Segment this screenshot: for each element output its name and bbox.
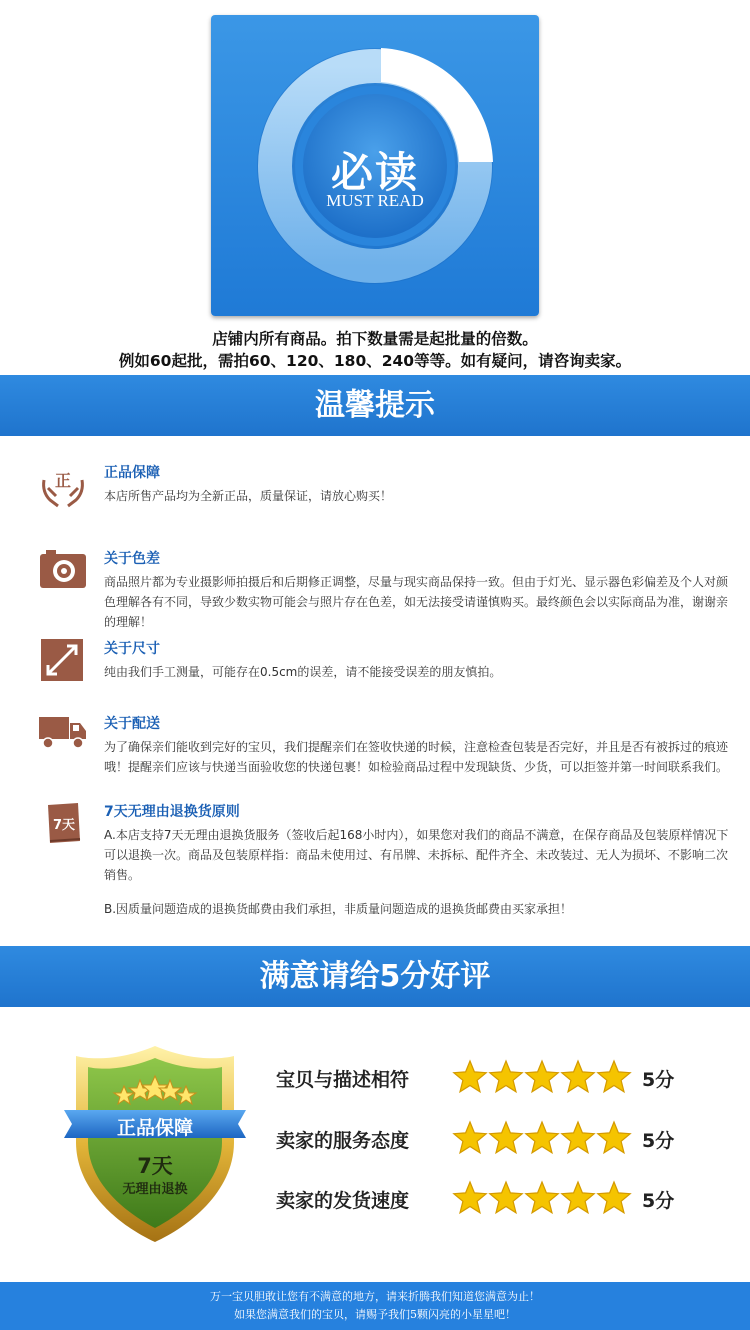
intro-line-1: 店铺内所有商品。拍下数量需是起批量的倍数。: [212, 330, 538, 348]
star-icon: [490, 1061, 522, 1092]
star-icon: [454, 1061, 486, 1092]
star-icon: [598, 1182, 630, 1213]
star-icon: [526, 1122, 558, 1153]
rating-score: 5分: [642, 1069, 675, 1091]
rating-score: 5分: [642, 1130, 675, 1152]
notice-delivery: [38, 713, 738, 798]
star-icon: [490, 1122, 522, 1153]
shield-badge-graphic: [62, 1042, 248, 1246]
notice-authentic: [38, 462, 738, 522]
must-read-title: 必读: [330, 148, 419, 197]
rating-row-service: [276, 1120, 706, 1160]
footer-line-2: 如果您满意我们的宝贝，请赐予我们5颗闪亮的小星星吧！: [234, 1308, 516, 1321]
rating-stars: [452, 1059, 632, 1095]
camera-icon: [38, 548, 88, 594]
rating-stars: [452, 1180, 632, 1216]
notice-return-policy: [38, 801, 738, 921]
star-icon: [454, 1122, 486, 1153]
badge-caption-text: 无理由退换: [122, 1182, 188, 1197]
calendar-icon: [38, 801, 88, 847]
rating-label: 卖家的服务态度: [276, 1130, 410, 1152]
must-read-subtitle: MUST READ: [326, 191, 424, 210]
calendar-icon-label: 7天: [52, 818, 76, 833]
rating-label: 宝贝与描述相符: [276, 1069, 410, 1091]
star-icon: [526, 1061, 558, 1092]
rating-label: 卖家的发货速度: [276, 1190, 410, 1212]
star-icon: [598, 1122, 630, 1153]
intro-line-2: 例如60起批，需拍60、120、180、240等等。如有疑问，请咨询卖家。: [118, 352, 632, 370]
rating-row-shipping: [276, 1180, 706, 1220]
hands-icon: [38, 462, 88, 508]
star-icon: [598, 1061, 630, 1092]
star-icon: [562, 1122, 594, 1153]
notice-title: 7天无理由退换货原则: [104, 804, 240, 820]
tips-section-title: 温馨提示: [315, 388, 435, 423]
notice-body: 本店所售产品均为全新正品，质量保证，请放心购买！: [104, 489, 393, 503]
notice-body-extra: B.因质量问题造成的退换货邮费由我们承担，非质量问题造成的退换货邮费由买家承担！: [104, 902, 573, 916]
rating-stars: [452, 1120, 632, 1156]
notice-body: 商品照片都为专业摄影师拍摄后和后期修正调整，尽量与现实商品保持一致。但由于灯光、显示器色彩偏差及个人对颜色理解各有不同，导致少数实物可能会与照片存在色差，如无法接受请谨慎购买。最终颜色会以实际商品为准，谢谢亲的理解！: [104, 575, 729, 629]
notice-body: A.本店支持7天无理由退换货服务（签收后起168小时内），如果您对我们的商品不满意，在保存商品及包装原样情况下可以退换一次。商品及包装原样指：商品未使用过、有吊牌、未拆标、配件齐全、未改装过、无人为损坏、不影响二次销售。: [104, 828, 729, 882]
rating-row-description: [276, 1059, 706, 1099]
footer-line-1: 万一宝贝胆敢让您有不满意的地方，请来折腾我们知道您满意为止！: [210, 1290, 540, 1303]
rating-score: 5分: [642, 1190, 675, 1212]
notice-title: 关于配送: [104, 716, 160, 732]
authentic-guarantee-badge: [62, 1042, 248, 1246]
star-icon: [562, 1061, 594, 1092]
badge-days-text: 7天: [137, 1154, 173, 1178]
badge-ribbon-text: 正品保障: [116, 1117, 193, 1139]
footer-banner: [0, 1282, 750, 1330]
notice-title: 正品保障: [104, 465, 160, 481]
must-read-card: [211, 15, 539, 316]
svg-text:正: 正: [54, 471, 72, 490]
star-icon: [490, 1182, 522, 1213]
review-section-title: 满意请给5分好评: [259, 959, 491, 994]
review-section-header: [0, 946, 750, 1007]
truck-icon: [38, 713, 88, 759]
star-icon: [562, 1182, 594, 1213]
notice-color: [38, 548, 738, 628]
notice-size: [38, 638, 738, 688]
resize-icon: [38, 638, 88, 684]
notice-body: 纯由我们手工测量，可能存在0.5cm的误差，请不能接受误差的朋友慎拍。: [104, 665, 502, 679]
tips-section-header: [0, 375, 750, 436]
notice-title: 关于尺寸: [104, 641, 160, 657]
notice-title: 关于色差: [104, 551, 160, 567]
notice-body: 为了确保亲们能收到完好的宝贝，我们提醒亲们在签收快递的时候，注意检查包装是否完好，并且是否有被拆过的痕迹哦！提醒亲们应该与快递当面验收您的快递包裹！如检验商品过程中发现缺货、少货，可以拒签并第一时间联系我们。: [104, 740, 729, 774]
star-icon: [526, 1182, 558, 1213]
star-icon: [454, 1182, 486, 1213]
